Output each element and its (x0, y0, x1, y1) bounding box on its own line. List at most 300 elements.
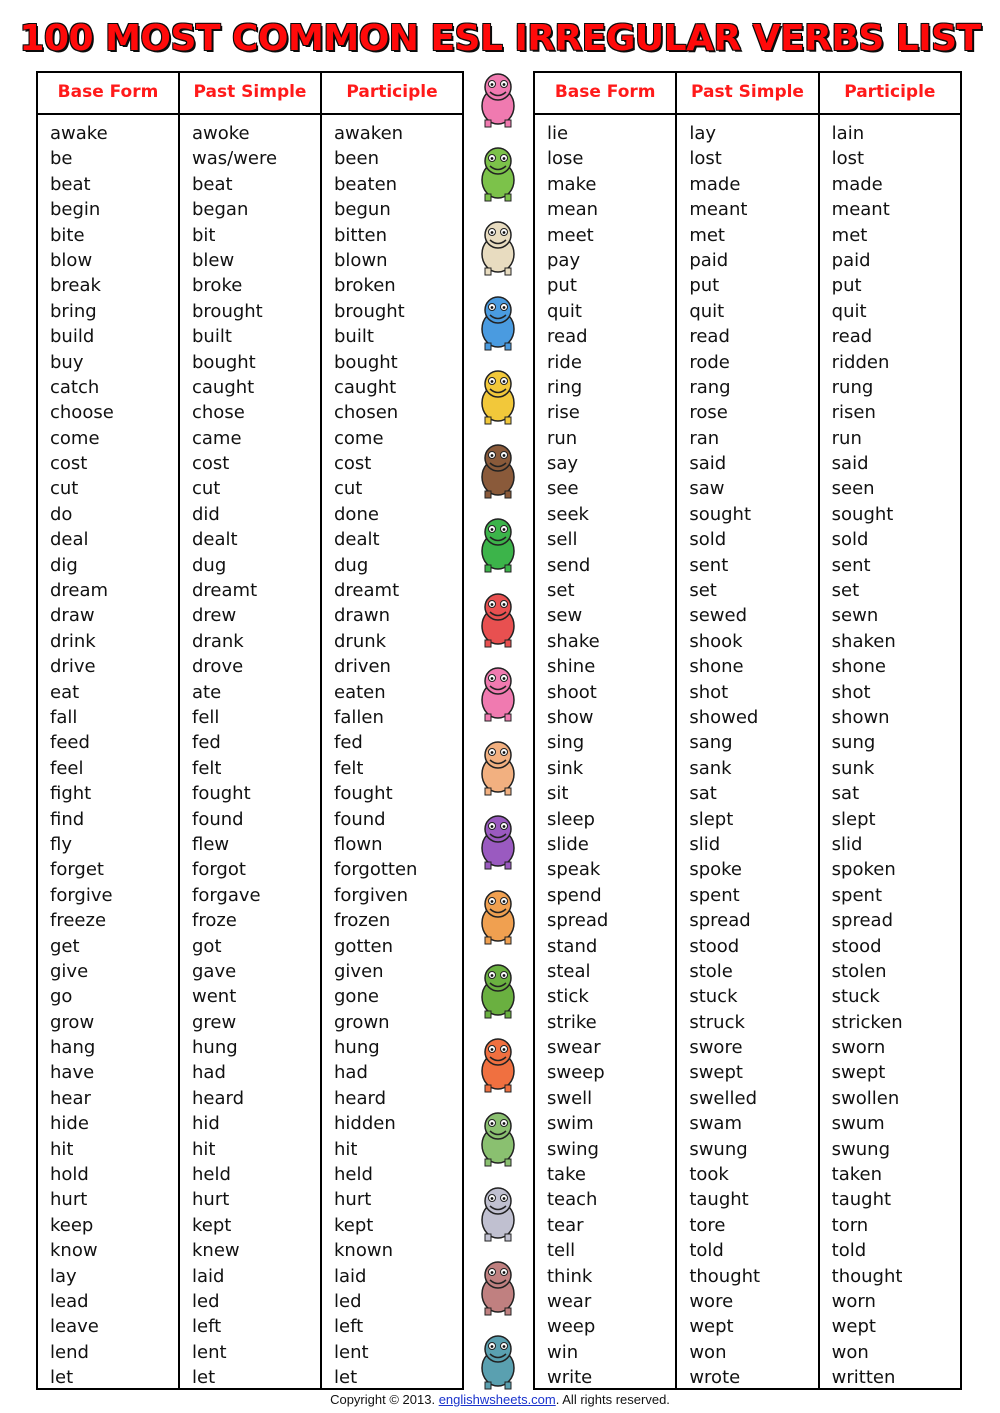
table-cell: wept (831, 1316, 876, 1338)
table-cell: break (50, 275, 101, 297)
header-participle: Participle (818, 73, 960, 113)
table-cell: hurt (334, 1189, 372, 1211)
table-cell: awake (50, 123, 108, 144)
table-cell: forgive (50, 884, 113, 906)
table-cell: lost (831, 148, 865, 170)
table-cell: driven (334, 656, 391, 678)
table-cell: sold (831, 529, 869, 551)
table-cell: wear (547, 1290, 592, 1312)
table-cell: be (50, 148, 73, 170)
table-cell: read (831, 326, 873, 348)
table-cell: gave (192, 960, 237, 982)
table-cell: taught (689, 1189, 749, 1211)
table-cell: give (50, 960, 89, 982)
table-cell: pay (547, 249, 581, 271)
table-cell: bring (50, 300, 97, 322)
copyright-footer (0, 1392, 1000, 1407)
table-cell: awaken (334, 123, 404, 144)
table-cell: swung (831, 1138, 890, 1160)
table-cell: swollen (831, 1087, 900, 1109)
table-cell: sat (831, 783, 860, 805)
table-cell: awoke (192, 123, 250, 144)
table-cell: know (50, 1240, 98, 1262)
table-cell: ridden (831, 351, 890, 373)
table-cell: swung (689, 1138, 748, 1160)
zombie-monster-icon (470, 1109, 526, 1167)
table-cell: worn (831, 1290, 876, 1312)
table-cell: hung (334, 1037, 380, 1059)
table-cell: blow (50, 249, 93, 271)
table-cell: run (831, 427, 862, 449)
table-cell: gone (334, 986, 379, 1008)
table-cell: spent (831, 884, 882, 906)
table-cell: fallen (334, 706, 384, 728)
table-cell: paid (689, 249, 729, 271)
orange-monster-icon (470, 1035, 526, 1093)
table-cell: sold (689, 529, 727, 551)
table-cell: kept (334, 1214, 374, 1236)
table-cell: leave (50, 1316, 99, 1338)
table-cell: tore (689, 1214, 726, 1236)
table-cell: spoke (689, 859, 743, 881)
table-cell: set (547, 580, 575, 602)
table-cell: put (547, 275, 577, 297)
table-cell: sink (547, 757, 584, 779)
table-cell: drunk (334, 630, 387, 652)
table-cell: forgiven (334, 884, 408, 906)
table-cell: lent (192, 1341, 227, 1363)
table-cell: bite (50, 224, 85, 246)
table-cell: hit (334, 1138, 358, 1160)
table-cell: sung (831, 732, 876, 754)
table-cell: show (547, 706, 594, 728)
table-cell: read (547, 326, 588, 348)
header-past-simple: Past Simple (178, 73, 320, 113)
table-cell: spent (689, 884, 740, 906)
table-cell: feed (50, 732, 90, 754)
table-cell: showed (689, 706, 759, 728)
table-cell: shot (831, 681, 871, 703)
table-cell: swell (547, 1087, 593, 1109)
table-cell: rang (689, 376, 731, 398)
table-cell: cost (334, 453, 372, 475)
table-cell: made (831, 173, 883, 195)
table-cell: shone (831, 656, 886, 678)
table-cell: sent (831, 554, 871, 576)
table-cell: bit (192, 224, 216, 246)
table-cell: tell (547, 1240, 576, 1262)
table-cell: lent (334, 1341, 369, 1363)
table-cell: broken (334, 275, 396, 297)
table-cell: weep (547, 1316, 596, 1338)
table-cell: met (831, 224, 868, 246)
table-cell: teach (547, 1189, 598, 1211)
table-cell: forgotten (334, 859, 418, 881)
orange-hair-monster-icon (470, 887, 526, 945)
table-cell: struck (689, 1011, 745, 1033)
brown-monster-icon (470, 441, 526, 499)
table-cell: known (334, 1240, 393, 1262)
table-cell: slide (547, 833, 589, 855)
table-cell: shoot (547, 681, 597, 703)
table-cell: stuck (831, 986, 880, 1008)
table-cell: let (192, 1367, 216, 1389)
table-cell: rose (689, 402, 728, 424)
table-cell: paid (831, 249, 871, 271)
table-cell: cut (334, 478, 363, 500)
table-cell: lain (831, 123, 865, 144)
table-cell: fought (334, 783, 393, 805)
table-cell: stolen (831, 960, 887, 982)
table-cell: swelled (689, 1087, 758, 1109)
table-cell: hurt (50, 1189, 88, 1211)
copyright-text: Copyright © 2013. (330, 1392, 436, 1407)
table-cell: laid (192, 1265, 225, 1287)
table-cell: go (50, 986, 73, 1008)
table-cell: slept (689, 808, 734, 830)
table-cell: built (334, 326, 374, 348)
table-cell: rise (547, 402, 580, 424)
table-cell: stole (689, 960, 733, 982)
table-cell: forgot (192, 859, 246, 881)
table-cell: lead (50, 1290, 89, 1312)
table-cell: left (334, 1316, 364, 1338)
table-cell: dealt (192, 529, 238, 551)
table-cell: began (192, 199, 249, 221)
table-cell: hurt (192, 1189, 230, 1211)
table-cell: dig (50, 554, 78, 576)
table-cell: said (689, 453, 727, 475)
table-cell: swept (689, 1062, 743, 1084)
table-cell: rung (831, 376, 874, 398)
table-cell: shook (689, 630, 743, 652)
green-ogre-monster-icon (470, 144, 526, 202)
table-cell: ran (689, 427, 720, 449)
table-cell: cut (192, 478, 221, 500)
table-cell: blown (334, 249, 388, 271)
table-cell: knew (192, 1240, 240, 1262)
table-cell: felt (192, 757, 222, 779)
table-cell: ring (547, 376, 583, 398)
table-cell: dreamt (334, 580, 400, 602)
table-cell: rode (689, 351, 730, 373)
table-cell: lay (50, 1265, 77, 1287)
table-cell: sell (547, 529, 578, 551)
table-cell: told (831, 1240, 867, 1262)
table-cell: did (192, 503, 220, 525)
table-cell: sewed (689, 605, 748, 627)
table-cell: caught (192, 376, 255, 398)
table-cell: meant (689, 199, 748, 221)
table-cell: chosen (334, 402, 399, 424)
table-cell: shone (689, 656, 744, 678)
table-cell: steal (547, 960, 591, 982)
table-cell: sought (689, 503, 752, 525)
table-cell: heard (334, 1087, 387, 1109)
table-cell: swear (547, 1037, 601, 1059)
table-cell: hold (50, 1164, 89, 1186)
table-cell: sing (547, 732, 585, 754)
pink-pig-monster-icon (470, 664, 526, 722)
table-cell: begun (334, 199, 391, 221)
devil-monster-icon (470, 1258, 526, 1316)
table-cell: chose (192, 402, 245, 424)
table-cell: quit (689, 300, 725, 322)
table-cell: ride (547, 351, 582, 373)
table-cell: sewn (831, 605, 879, 627)
table-cell: lend (50, 1341, 89, 1363)
table-cell: fed (192, 732, 221, 754)
table-cell: sought (831, 503, 894, 525)
table-cell: wrote (689, 1367, 741, 1389)
table-cell: said (831, 453, 869, 475)
table-cell: thought (689, 1265, 761, 1287)
table-cell: bitten (334, 224, 388, 246)
table-cell: put (689, 275, 720, 297)
table-cell: found (192, 808, 244, 830)
table-cell: dug (192, 554, 227, 576)
table-cell: forgave (192, 884, 261, 906)
table-cell: take (547, 1164, 586, 1186)
table-cell: meant (831, 199, 890, 221)
table-cell: drive (50, 656, 96, 678)
table-cell: read (689, 326, 730, 348)
table-cell: say (547, 453, 579, 475)
table-cell: flown (334, 833, 383, 855)
table-cell: wore (689, 1290, 734, 1312)
table-cell: win (547, 1341, 579, 1363)
table-cell: seek (547, 503, 589, 525)
table-cell: laid (334, 1265, 367, 1287)
table-cell: given (334, 960, 384, 982)
monster-column (466, 70, 530, 1390)
column-base-form (38, 115, 178, 1390)
table-cell: quit (831, 300, 867, 322)
table-cell: shake (547, 630, 600, 652)
table-cell: sweep (547, 1062, 605, 1084)
table-cell: drink (50, 630, 96, 652)
table-cell: forget (50, 859, 104, 881)
table-cell: beat (50, 173, 91, 195)
column-participle (818, 115, 960, 1390)
table-cell: sent (689, 554, 729, 576)
table-cell: broke (192, 275, 243, 297)
header-base-form: Base Form (554, 82, 656, 102)
table-body (535, 115, 960, 1390)
site-link[interactable]: englishwsheets.com (438, 1392, 556, 1407)
table-cell: dug (334, 554, 369, 576)
table-cell: slept (831, 808, 876, 830)
table-cell: run (547, 427, 578, 449)
table-cell: spread (689, 910, 751, 932)
table-cell: met (689, 224, 725, 246)
table-cell: shot (689, 681, 729, 703)
table-cell: buy (50, 351, 84, 373)
table-cell: had (192, 1062, 226, 1084)
table-cell: left (192, 1316, 222, 1338)
table-cell: freeze (50, 910, 107, 932)
table-cell: heard (192, 1087, 245, 1109)
table-cell: bought (192, 351, 256, 373)
table-cell: sang (689, 732, 733, 754)
table-cell: fall (50, 706, 78, 728)
table-cell: feel (50, 757, 84, 779)
table-cell: build (50, 326, 95, 348)
table-cell: put (831, 275, 862, 297)
table-cell: took (689, 1164, 729, 1186)
table-cell: get (50, 935, 80, 957)
table-cell: come (50, 427, 100, 449)
table-cell: led (192, 1290, 220, 1312)
table-cell: do (50, 503, 73, 525)
table-cell: swing (547, 1138, 599, 1160)
table-cell: dealt (334, 529, 380, 551)
table-cell: hid (192, 1113, 220, 1135)
rights-text: . All rights reserved. (555, 1392, 670, 1407)
table-cell: had (334, 1062, 368, 1084)
table-cell: shine (547, 656, 596, 678)
table-cell: fight (50, 783, 92, 805)
table-cell: blew (192, 249, 235, 271)
table-cell: saw (689, 478, 725, 500)
table-cell: made (689, 173, 741, 195)
column-past-simple (675, 115, 817, 1390)
table-cell: meet (547, 224, 594, 246)
table-cell: froze (192, 910, 237, 932)
table-cell: won (831, 1341, 869, 1363)
table-cell: frozen (334, 910, 391, 932)
table-cell: hear (50, 1087, 91, 1109)
column-past-simple (178, 115, 320, 1390)
table-cell: torn (831, 1214, 869, 1236)
table-cell: set (831, 580, 860, 602)
table-cell: eat (50, 681, 80, 703)
header-base-form: Base Form (57, 82, 159, 102)
table-cell: set (689, 580, 717, 602)
table-cell: bought (334, 351, 398, 373)
table-cell: lay (689, 123, 717, 144)
table-cell: spread (547, 910, 609, 932)
table-cell: deal (50, 529, 89, 551)
multi-eyed-monster-icon (470, 590, 526, 648)
antenna-monster-icon (470, 1184, 526, 1242)
table-cell: drew (192, 605, 237, 627)
table-cell: speak (547, 859, 601, 881)
table-cell: spend (547, 884, 602, 906)
table-cell: fought (192, 783, 251, 805)
table-cell: stricken (831, 1011, 903, 1033)
table-cell: strike (547, 1011, 597, 1033)
table-cell: risen (831, 402, 876, 424)
table-cell: led (334, 1290, 362, 1312)
table-cell: begin (50, 199, 101, 221)
table-cell: dream (50, 580, 109, 602)
table-cell: was/were (192, 148, 278, 170)
table-cell: grew (192, 1011, 237, 1033)
purple-monster-icon (470, 812, 526, 870)
header-past-simple: Past Simple (675, 73, 817, 113)
table-cell: hit (50, 1138, 74, 1160)
table-cell: slid (689, 833, 721, 855)
table-cell: find (50, 808, 85, 830)
table-cell: thought (831, 1265, 903, 1287)
table-cell: caught (334, 376, 397, 398)
table-cell: taught (831, 1189, 892, 1211)
table-cell: fell (192, 706, 220, 728)
table-cell: have (50, 1062, 95, 1084)
table-cell: lose (547, 148, 584, 170)
table-cell: hang (50, 1037, 96, 1059)
table-cell: wept (689, 1316, 734, 1338)
yellow-monster-icon (470, 367, 526, 425)
table-cell: stand (547, 935, 598, 957)
table-cell: dreamt (192, 580, 258, 602)
table-cell: brought (334, 300, 405, 322)
column-base-form (535, 115, 675, 1390)
table-cell: tear (547, 1214, 584, 1236)
verb-table-right (533, 71, 962, 1390)
table-cell: written (831, 1367, 896, 1389)
table-cell: sworn (831, 1037, 886, 1059)
table-cell: held (192, 1164, 231, 1186)
table-cell: cost (50, 453, 88, 475)
table-cell: cost (192, 453, 230, 475)
table-cell: hung (192, 1037, 238, 1059)
table-cell: draw (50, 605, 95, 627)
blue-purple-monster-icon (470, 1332, 526, 1390)
table-cell: eaten (334, 681, 386, 703)
table-cell: shown (831, 706, 890, 728)
table-cell: fed (334, 732, 363, 754)
table-cell: flew (192, 833, 230, 855)
table-cell: stood (831, 935, 882, 957)
blue-monster-icon (470, 293, 526, 351)
table-cell: built (192, 326, 232, 348)
table-cell: done (334, 503, 379, 525)
table-cell: drank (192, 630, 244, 652)
table-cell: lie (547, 123, 569, 144)
table-cell: come (334, 427, 384, 449)
table-cell: make (547, 173, 597, 195)
table-cell: grown (334, 1011, 390, 1033)
pink-pig-monster-icon (470, 70, 526, 128)
green-dragon-monster-icon (470, 515, 526, 573)
table-cell: brought (192, 300, 263, 322)
table-cell: sleep (547, 808, 595, 830)
table-cell: beat (192, 173, 233, 195)
table-cell: swim (547, 1113, 594, 1135)
table-cell: cut (50, 478, 79, 500)
table-cell: quit (547, 300, 582, 322)
table-header (535, 73, 960, 115)
table-body (38, 115, 462, 1390)
table-cell: mean (547, 199, 599, 221)
table-cell: shaken (831, 630, 896, 652)
table-cell: send (547, 554, 591, 576)
table-cell: been (334, 148, 379, 170)
table-cell: drove (192, 656, 244, 678)
green-frog-monster-icon (470, 961, 526, 1019)
table-cell: spread (831, 910, 893, 932)
table-cell: catch (50, 376, 100, 398)
table-cell: ate (192, 681, 222, 703)
table-cell: stuck (689, 986, 738, 1008)
table-cell: stick (547, 986, 589, 1008)
table-cell: lost (689, 148, 722, 170)
table-cell: came (192, 427, 242, 449)
table-cell: sank (689, 757, 732, 779)
page-title: 100 MOST COMMON ESL IRREGULAR VERBS LIST (19, 18, 981, 59)
